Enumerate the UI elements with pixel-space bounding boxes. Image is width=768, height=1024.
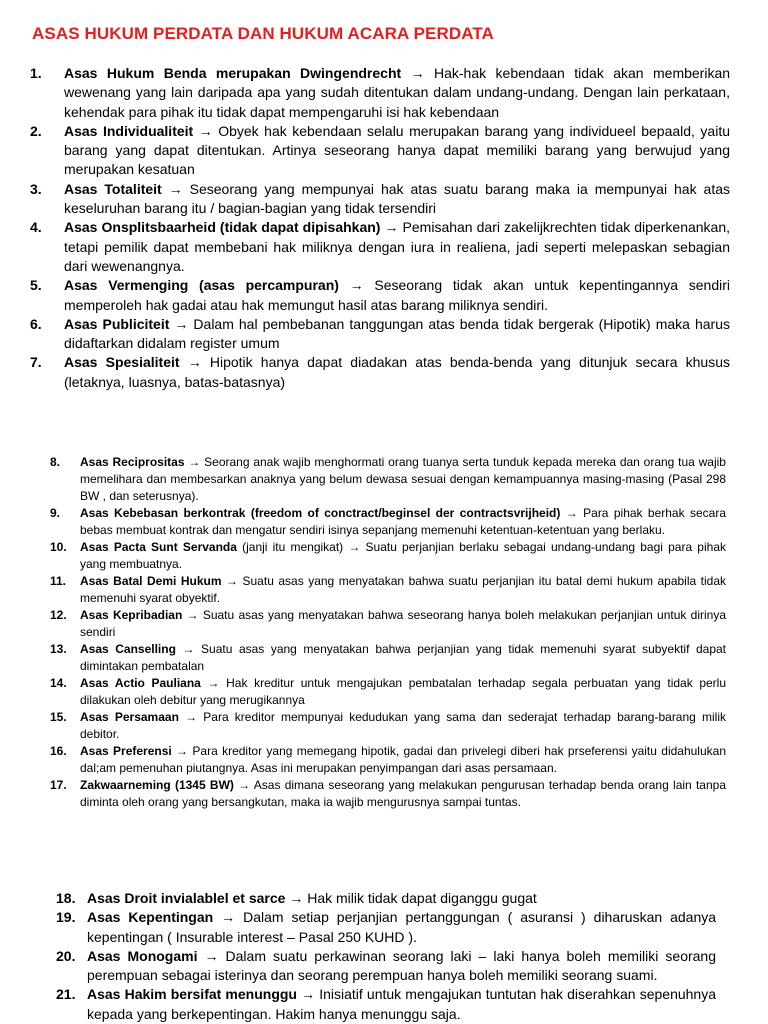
item-body	[80, 454, 726, 505]
list-item	[50, 743, 726, 777]
item-description: Hipotik hanya dapat diadakan atas benda-benda yang ditunjuk secara khusus (letaknya, luasnya, batas-batasnya)	[64, 354, 730, 390]
arrow-right-icon: →	[171, 744, 189, 758]
item-body	[80, 709, 726, 743]
arrow-right-icon: →	[338, 277, 364, 294]
item-description: Para kreditor yang memegang hipotik, gadai dan privelegi diberi hak prseferensi yaitu didahulukan dal;am pemenuhan piutangnya. Asas ini merupakan penyimpangan dari asas persamaan.	[80, 744, 726, 775]
list-item	[50, 641, 726, 675]
item-description: Asas dimana seseorang yang melakukan pengurusan terhadap benda orang lain tanpa diminta oleh orang yang bersangkutan, maka ia wajib mengurusnya sampai tuntas.	[80, 778, 727, 809]
item-term: Asas Onsplitsbaarheid (tidak dapat dipisahkan)	[64, 219, 381, 236]
list-item	[30, 353, 730, 392]
item-term: Asas Pacta Sunt Servanda	[80, 540, 237, 554]
item-body	[87, 947, 716, 986]
item-description: Obyek hak kebendaan selalu merupakan barang yang individueel bepaald, yaitu barang yang dapat ditentukan. Artinya seseorang hanya dapat memiliki barang yang berwujud yang merupakan kesatuan	[64, 122, 730, 178]
item-term: Asas Kepentingan	[87, 909, 214, 926]
item-number: 15.	[50, 710, 67, 724]
arrow-right-icon: →	[233, 778, 251, 792]
item-body	[64, 122, 730, 180]
item-number: 16.	[50, 744, 67, 758]
item-body	[80, 675, 726, 709]
arrow-right-icon: →	[169, 315, 189, 332]
item-description: Suatu asas yang menyatakan bahwa perjanjian yang tidak memenuhi syarat subyektif dapat dimintakan pembatalan	[80, 642, 727, 673]
item-body	[64, 276, 730, 315]
item-description: Seseorang tidak akan untuk kepentingannya sendiri memperoleh hak gadai atau hak memungut hasil atas barang miliknya sendiri.	[64, 277, 731, 313]
item-description: Dalam setiap perjanjian pertanggungan ( asuransi ) diharuskan adanya kepentingan ( Insurable interest – Pasal 250 KUHD ).	[87, 909, 717, 945]
arrow-right-icon: →	[178, 710, 198, 724]
item-term: Asas Actio Pauliana	[80, 676, 201, 690]
item-number: 19.	[56, 909, 76, 926]
section-hukum-lainnya	[56, 889, 716, 1024]
item-term: Asas Canselling	[80, 642, 176, 656]
item-term: Asas Reciprositas	[80, 455, 185, 469]
item-description: Seorang anak wajib menghormati orang tuanya serta tunduk kepada mereka dan orang tua wajib memelihara dan membesarkan anaknya yang belum dewasa sesuai dengan kemampuannya masing-masing (Pasal 298 BW , dan seterusnya).	[80, 455, 726, 503]
item-term: Asas Individualiteit	[64, 122, 194, 139]
item-term: Asas Hakim bersifat menunggu	[87, 986, 297, 1003]
item-term: Asas Publiciteit	[64, 315, 170, 332]
arrow-right-icon: →	[161, 180, 183, 197]
arrow-right-icon: →	[213, 909, 236, 926]
arrow-right-icon: →	[560, 506, 578, 520]
item-body	[64, 64, 730, 122]
item-body	[80, 573, 726, 607]
arrow-right-icon: →	[401, 65, 425, 81]
list-item	[30, 315, 730, 354]
list-item	[30, 180, 730, 219]
list-item	[30, 276, 730, 315]
item-description: Para kreditor mempunyai kedudukan yang sama dan sederajat terhadap barang-barang milik debitor.	[80, 710, 727, 741]
item-description: Seseorang yang mempunyai hak atas suatu barang maka ia mempunyai hak atas keseluruhan barang itu / bagian-bagian yang tidak tersendiri	[64, 180, 730, 217]
item-body	[80, 607, 726, 641]
list-item	[56, 908, 716, 947]
item-description: (janji itu mengikat) → Suatu perjanjian berlaku sebagai undang-undang bagi para pihak yang membuatnya.	[80, 540, 726, 571]
item-number: 1.	[30, 65, 42, 81]
item-number: 17.	[50, 778, 67, 792]
list-item	[50, 675, 726, 709]
arrow-right-icon: →	[285, 890, 304, 906]
item-number: 11.	[50, 574, 67, 588]
item-description: Para pihak berhak secara bebas membuat kontrak dan mengatur sendiri isinya sepanjang memenuhi ketentuan-ketentuan yang berlaku.	[80, 506, 726, 537]
item-description: Suatu asas yang menyatakan bahwa suatu perjanjian itu batal demi hukum apabila tidak memenuhi syarat obyektif.	[80, 574, 727, 605]
item-term: Asas Kebebasan berkontrak (freedom of conctract/beginsel der contractsvrijheid)	[80, 506, 561, 520]
list-item	[30, 122, 730, 180]
list-item	[50, 777, 726, 811]
item-term: Asas Totaliteit	[64, 180, 162, 197]
list-item	[50, 505, 726, 539]
item-description: Hak kreditur untuk mengajukan pembatalan terhadap segala perbuatan yang tidak perlu dilakukan oleh debitur yang merugikannya	[80, 676, 727, 707]
item-term: Asas Batal Demi Hukum	[80, 574, 222, 588]
item-description: Pemisahan dari zakelijkrechten tidak diperkenankan, tetapi pemilik dapat membebani hak miliknya dengan iura in realiena, jadi seperti melepaskan sebagian dari wewenangnya.	[64, 219, 731, 274]
list-item	[30, 218, 730, 276]
section-hukum-perjanjian	[50, 454, 726, 811]
arrow-right-icon: →	[179, 354, 202, 371]
arrow-right-icon: →	[193, 122, 213, 139]
list-item	[50, 539, 726, 573]
item-number: 8.	[50, 455, 61, 469]
item-number: 14.	[50, 676, 67, 690]
item-number: 21.	[56, 986, 76, 1003]
item-number: 20.	[56, 947, 76, 964]
item-number: 10.	[50, 540, 67, 554]
list-item	[56, 985, 716, 1024]
list-item	[50, 454, 726, 505]
item-number: 18.	[56, 890, 76, 906]
item-number: 6.	[30, 315, 42, 332]
item-term: Asas Preferensi	[80, 744, 172, 758]
item-number: 5.	[30, 277, 42, 294]
item-body	[80, 743, 726, 777]
item-number: 7.	[30, 354, 42, 371]
item-description: Dalam hal pembebanan tanggungan atas benda tidak bergerak (Hipotik) maka harus didaftarkan didalam register umum	[64, 315, 730, 352]
list-item	[56, 889, 716, 908]
item-term: Asas Droit invialablel et sarce	[87, 890, 286, 906]
item-body	[64, 315, 730, 354]
item-term: Asas Vermenging (asas percampuran)	[64, 277, 339, 294]
item-body	[80, 777, 726, 811]
arrow-right-icon: →	[184, 455, 201, 469]
arrow-right-icon: →	[221, 574, 239, 588]
arrow-right-icon: →	[380, 219, 399, 236]
item-number: 13.	[50, 642, 67, 656]
item-term: Asas Persamaan	[80, 710, 179, 724]
item-number: 9.	[50, 506, 61, 520]
item-body	[87, 908, 716, 947]
item-body	[80, 505, 726, 539]
list-item	[50, 709, 726, 743]
item-term: Asas Monogami	[87, 947, 198, 964]
list-item	[56, 947, 716, 986]
item-body	[80, 641, 726, 675]
item-description: Hak-hak kebendaan tidak akan memberikan wewenang yang lain daripada apa yang sudah ditentukan dalam undang-undang. Dengan lain perkataan, kehendak para pihak itu tidak dapat mempengaruhi isi hak kebendaan	[64, 65, 731, 120]
arrow-right-icon: →	[200, 676, 220, 690]
list-item	[50, 607, 726, 641]
item-body	[64, 218, 730, 276]
item-description: Hak milik tidak dapat diganggu gugat	[303, 890, 537, 906]
item-number: 4.	[30, 219, 42, 236]
item-body	[64, 353, 730, 392]
item-body	[87, 985, 716, 1024]
item-term: Zakwaarneming (1345 BW)	[80, 778, 234, 792]
list-item	[30, 64, 730, 122]
page-title: ASAS HUKUM PERDATA DAN HUKUM ACARA PERDATA	[32, 24, 494, 43]
item-description: Suatu asas yang menyatakan bahwa seseorang hanya boleh melakukan perjanjian untuk dirinya sendiri	[80, 608, 726, 639]
item-term: Asas Spesialiteit	[64, 354, 180, 371]
item-body	[80, 539, 726, 573]
item-number: 12.	[50, 608, 67, 622]
list-item	[50, 573, 726, 607]
item-number: 2.	[30, 122, 42, 139]
arrow-right-icon: →	[182, 608, 199, 622]
arrow-right-icon: →	[197, 947, 219, 964]
item-body	[64, 180, 730, 219]
item-description: Inisiatif untuk mengajukan tuntutan hak diserahkan sepenuhnya kepada yang berkepentingan. Hakim hanya menunggu saja.	[87, 986, 717, 1022]
arrow-right-icon: →	[296, 986, 316, 1003]
item-number: 3.	[30, 180, 42, 197]
item-body	[87, 889, 716, 908]
item-description: Dalam suatu perkawinan seorang laki – laki hanya boleh memiliki seorang perempuan sebagai isterinya dan seorang perempuan hanya boleh memiliki seorang suami.	[87, 947, 716, 984]
item-term: Asas Kepribadian	[80, 608, 183, 622]
section-hukum-benda	[30, 64, 730, 392]
item-term: Asas Hukum Benda merupakan Dwingendrecht	[64, 65, 402, 81]
arrow-right-icon: →	[175, 642, 195, 656]
